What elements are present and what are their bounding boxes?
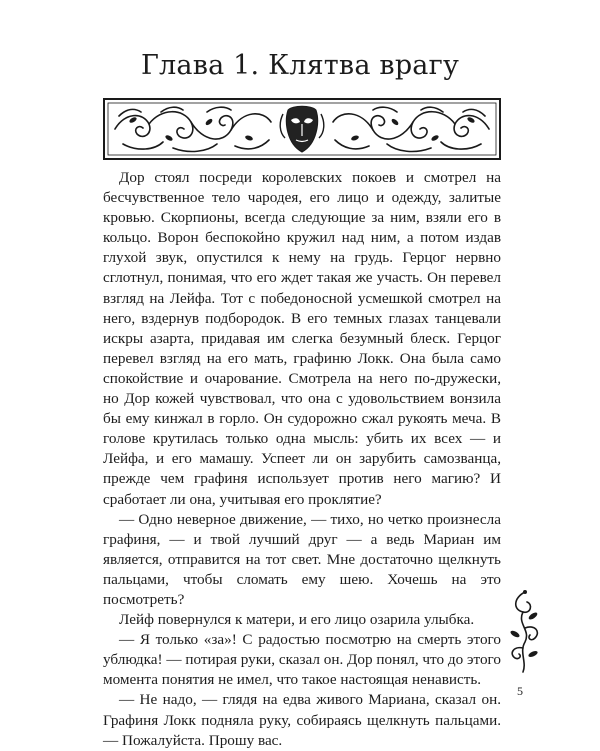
paragraph: Дор стоял посреди королевских покоев и смотрел на бесчувственное тело чародея, его лицо и одежду, залитые кровью. Скорпионы, всегда следующие за ним, взяли его в кольцо. Ворон беспокойно кружил над ним, а потом издав глухой звук, опустился к нему на грудь. Герцог нервно сглотнул, понимая, что его ждет такая же участь. Он перевел взгляд на Лейфа. Тот с победоносной усмешкой смотрел на него, вздернув подбородок. В его темных глазах танцевали искры азарта, придавая им слегка безумный блеск. Герцог перевел взгляд на его мать, графиню Локк. Она была само спокойствие и очарование. Смотрела на него по-дружески, но Дор кожей чувствовал, что она с удовольствием вонзила бы ему кинжал в горло. Он судорожно сжал рукоять меча. В голове крутилась только одна мысль: убить их всех — и Лейфа, и его мамашу. Успеет ли он зарубить самозванца, прежде чем графиня использует против него магию? И сработает ли она, учитывая его проклятие? <box>103 169 501 508</box>
paragraph: — Я только «за»! С радостью посмотрю на смерть этого ублюдка! — потирая руки, сказал он. Дор понял, что до этого момента понятия не имел, что такое настоящая ненависть. <box>103 631 501 689</box>
main-text <box>103 168 501 751</box>
paragraph: — Одно неверное движение, — тихо, но четко произнесла графиня, — и твой лучший друг — а ведь Мариан им является, отправится на тот свет. Мне достаточно щелкнуть пальцами, чтобы сломать ему шею. Хочешь на это посмотреть? <box>103 510 501 608</box>
paragraph: — Не надо, — глядя на едва живого Мариана, сказал он. Графиня Локк подняла руку, собираясь щелкнуть пальцами. — Пожалуйста. Прошу вас. <box>103 691 501 749</box>
chapter-title: Глава 1. Клятва врагу <box>140 50 460 81</box>
paragraph: Лейф повернулся к матери, и его лицо озарила улыбка. <box>119 611 475 629</box>
page-number: 5 <box>517 684 523 698</box>
floral-vignette-icon <box>503 588 547 676</box>
ornamental-border <box>103 98 501 160</box>
